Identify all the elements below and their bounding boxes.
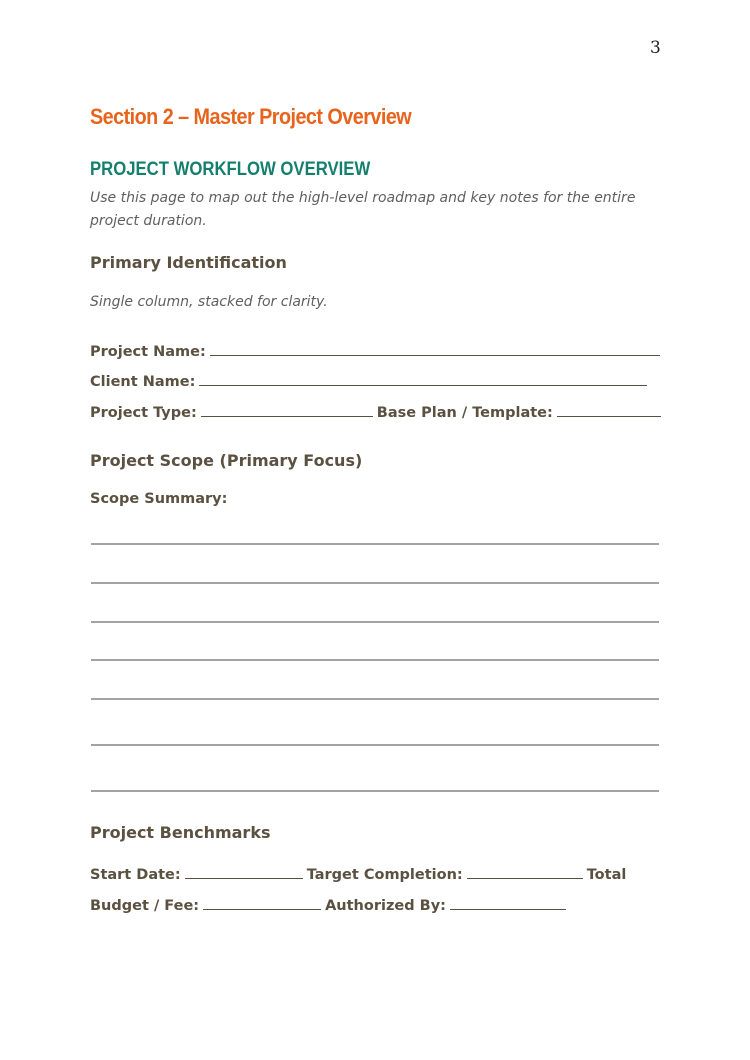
scope-line[interactable] [91, 744, 659, 746]
scope-line[interactable] [91, 659, 659, 661]
budget-label: Budget / Fee: [90, 898, 200, 914]
project-name-label: Project Name: [90, 344, 206, 360]
budget-blank[interactable] [203, 895, 321, 910]
primary-heading: Primary Identification [90, 253, 287, 272]
benchmarks-heading: Project Benchmarks [90, 823, 271, 842]
client-name-label: Client Name: [90, 374, 196, 390]
client-name-field [90, 371, 651, 390]
scope-line[interactable] [91, 790, 659, 792]
dates-field-row [90, 864, 626, 883]
project-name-field [90, 341, 664, 360]
scope-line[interactable] [91, 698, 659, 700]
target-completion-label: Target Completion: [306, 867, 463, 883]
total-label: Total [586, 867, 627, 883]
section-title: Section 2 – Master Project Overview [90, 104, 412, 129]
project-type-blank[interactable] [201, 402, 373, 417]
intro-text: Use this page to map out the high-level roadmap and key notes for the entire project duration. [90, 190, 636, 229]
start-date-label: Start Date: [90, 867, 181, 883]
budget-field-row [90, 895, 570, 914]
scope-summary-label: Scope Summary: [90, 491, 228, 507]
primary-note: Single column, stacked for clarity. [90, 294, 328, 310]
project-type-label: Project Type: [90, 405, 197, 421]
base-plan-blank[interactable] [557, 402, 661, 417]
scope-line[interactable] [91, 543, 659, 545]
page-number: 3 [650, 38, 661, 58]
start-date-blank[interactable] [185, 864, 303, 879]
project-name-blank[interactable] [210, 341, 660, 356]
authorized-by-blank[interactable] [450, 895, 566, 910]
target-completion-blank[interactable] [467, 864, 583, 879]
authorized-by-label: Authorized By: [325, 898, 446, 914]
client-name-blank[interactable] [199, 371, 647, 386]
scope-line[interactable] [91, 621, 659, 623]
scope-heading: Project Scope (Primary Focus) [90, 451, 363, 470]
project-type-field [90, 402, 665, 421]
base-plan-label: Base Plan / Template: [376, 405, 553, 421]
subtitle: PROJECT WORKFLOW OVERVIEW [90, 159, 371, 180]
scope-line[interactable] [91, 582, 659, 584]
